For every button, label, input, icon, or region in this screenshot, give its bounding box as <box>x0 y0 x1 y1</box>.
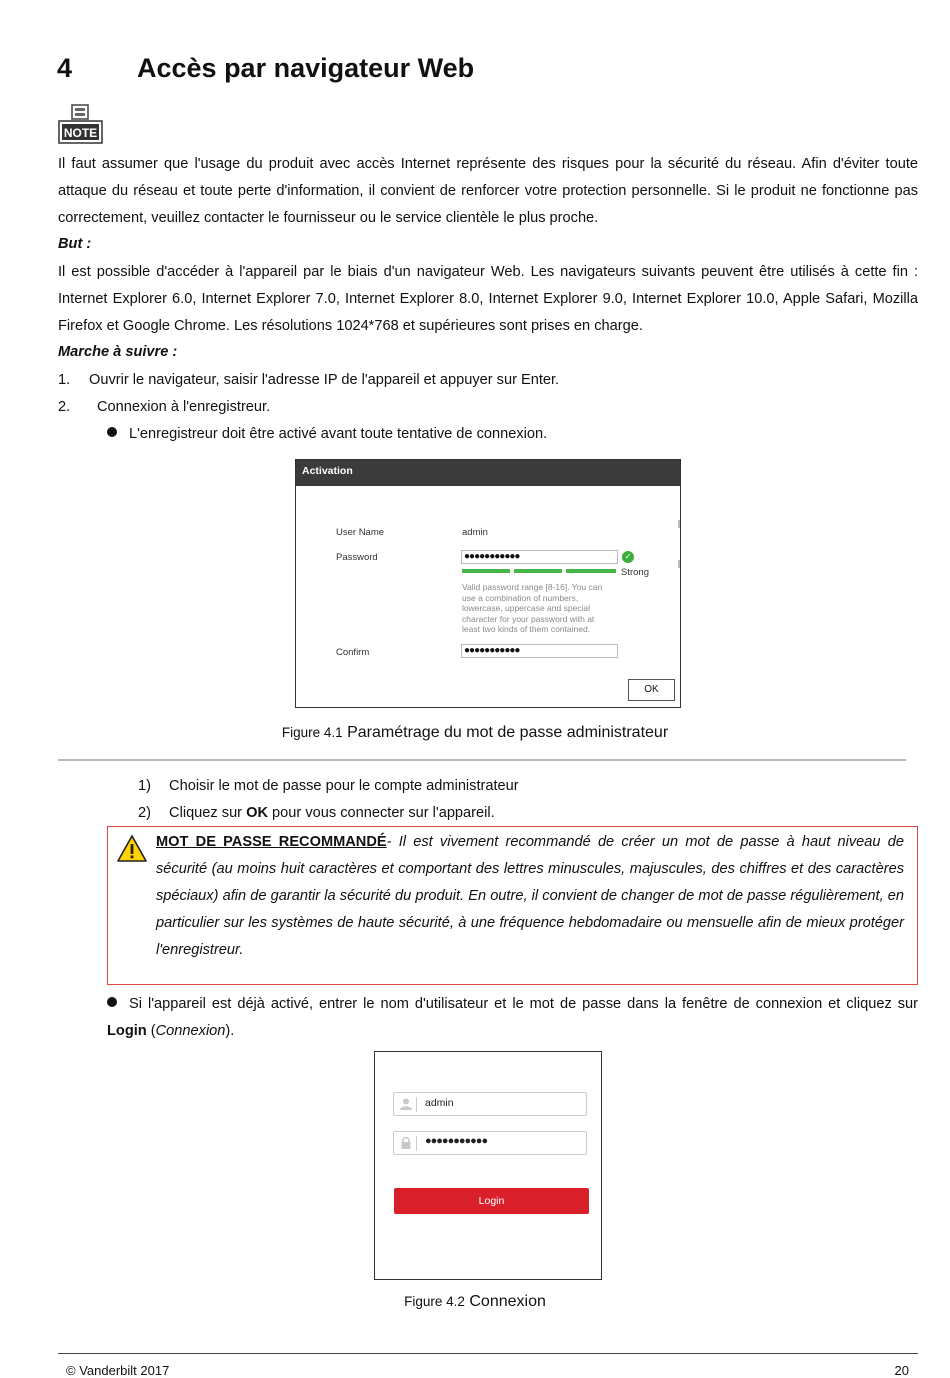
username-value: admin <box>425 1097 454 1109</box>
scrollbar-mark <box>678 520 680 528</box>
page-number: 20 <box>894 1363 909 1378</box>
step-text: Ouvrir le navigateur, saisir l'adresse IP de l'appareil et appuyer sur Enter. <box>89 372 560 388</box>
but-paragraph: Il est possible d'accéder à l'appareil par le biais d'un navigateur Web. Les navigateurs suivants peuvent être utilisés à cette fin : Internet Explorer 6.0, Internet Explorer 7.0, Internet Explorer 8.0, Internet Explorer 9.0, Internet Explorer 10.0, Apple Safari, Mozilla Firefox et Google Chrome. Les résolutions 1024*768 et supérieures sont prises en charge. <box>58 264 918 334</box>
substep-text: Choisir le mot de passe pour le compte administrateur <box>169 778 519 794</box>
password-hint: Valid password range [8-16]. You can use a combination of numbers, lowercase, uppercase and special character for your password with at least two kinds of them contained. <box>462 582 603 634</box>
bullet-dot <box>107 427 117 437</box>
confirm-field[interactable]: ●●●●●●●●●●● <box>461 644 618 658</box>
username-input[interactable] <box>393 1092 587 1116</box>
bullet2-bold: Login <box>107 1023 147 1039</box>
check-icon: ✓ <box>622 551 634 563</box>
divider <box>58 759 906 761</box>
password-field[interactable]: ●●●●●●●●●●● <box>461 550 618 564</box>
figure-title: Connexion <box>469 1293 546 1310</box>
substep-1 <box>138 778 519 794</box>
warning-icon <box>117 835 147 862</box>
input-separator <box>416 1136 417 1151</box>
bullet2-italic: Connexion <box>155 1023 226 1039</box>
steps-label: Marche à suivre : <box>58 344 178 360</box>
footer-copyright: © Vanderbilt 2017 <box>66 1363 170 1378</box>
footer-divider <box>58 1353 918 1354</box>
figure-title: Paramétrage du mot de passe administrateur <box>347 724 669 741</box>
lock-icon <box>400 1137 412 1149</box>
strength-bar-segment <box>462 569 510 573</box>
bullet-text: L'enregistreur doit être activé avant toute tentative de connexion. <box>129 426 548 442</box>
password-label: Password <box>336 552 378 563</box>
username-value: admin <box>462 527 488 538</box>
section-title: Accès par navigateur Web <box>137 53 475 83</box>
section-heading <box>57 53 474 84</box>
substep-2 <box>138 805 495 821</box>
login-dialog <box>374 1051 602 1280</box>
user-icon <box>400 1098 412 1110</box>
bullet2-paren-open: ( <box>146 1023 156 1039</box>
figure-number: Figure 4.1 <box>281 725 343 740</box>
bullet-item <box>107 426 547 442</box>
bullet2-paren-close: ). <box>225 1023 235 1039</box>
but-label: But : <box>58 236 92 252</box>
activation-dialog <box>295 459 681 708</box>
figure-caption <box>0 724 950 742</box>
warning-box <box>107 826 918 985</box>
substep-text-before: Cliquez sur <box>169 805 247 821</box>
bullet-item-2 <box>107 991 918 1045</box>
scrollbar-mark <box>678 560 680 568</box>
strength-label: Strong <box>621 567 649 578</box>
substep-text-after: pour vous connecter sur l'appareil. <box>268 805 495 821</box>
step-number: 2. <box>58 399 71 415</box>
substep-number: 2) <box>138 805 151 821</box>
note-icon-label: NOTE <box>63 126 98 140</box>
substep-number: 1) <box>138 778 151 794</box>
section-number: 4 <box>57 53 73 83</box>
confirm-label: Confirm <box>336 647 370 658</box>
bullet2-text: Si l'appareil est déjà activé, entrer le nom d'utilisateur et le mot de passe dans la fenêtre de connexion et cliquez sur <box>129 996 918 1012</box>
password-input[interactable] <box>393 1131 587 1155</box>
strength-bar-segment <box>514 569 562 573</box>
step-1 <box>58 372 858 388</box>
step-number: 1. <box>58 372 71 388</box>
dialog-title: Activation <box>296 460 680 486</box>
strength-bar-segment <box>566 569 616 573</box>
input-separator <box>416 1097 417 1112</box>
login-button[interactable]: Login <box>394 1188 589 1214</box>
ok-button[interactable]: OK <box>628 679 675 701</box>
figure-caption-2 <box>0 1293 950 1311</box>
username-label: User Name <box>336 527 385 538</box>
figure-number: Figure 4.2 <box>404 1294 465 1309</box>
password-value: ●●●●●●●●●●● <box>425 1135 488 1147</box>
step-2 <box>58 399 858 415</box>
note-icon <box>58 104 103 144</box>
note-paragraph: Il faut assumer que l'usage du produit avec accès Internet représente des risques pour la sécurité du réseau. Afin d'éviter toute attaque du réseau et toute perte d'information, il convient de renforcer votre protection personnelle. Si le produit ne fonctionne pas correctement, veuillez contacter le fournisseur ou le service clientèle le plus proche. <box>58 156 918 226</box>
warning-text <box>156 829 904 964</box>
warning-title: MOT DE PASSE RECOMMANDÉ <box>156 834 387 850</box>
bullet-dot <box>107 997 117 1007</box>
step-text: Connexion à l'enregistreur. <box>97 399 271 415</box>
warning-body: - Il est vivement recommandé de créer un mot de passe à haut niveau de sécurité (au moins huit caractères et comportant des lettres minuscules, majuscules, des chiffres et des caractères spéciaux) afin de garantir la sécurité du produit. En outre, il convient de changer de mot de passe régulièrement, en particulier sur les systèmes de haute sécurité, à une fréquence hebdomadaire ou mensuelle afin de mieux protéger l'enregistreur. <box>156 834 904 958</box>
substep-bold: OK <box>246 805 268 821</box>
